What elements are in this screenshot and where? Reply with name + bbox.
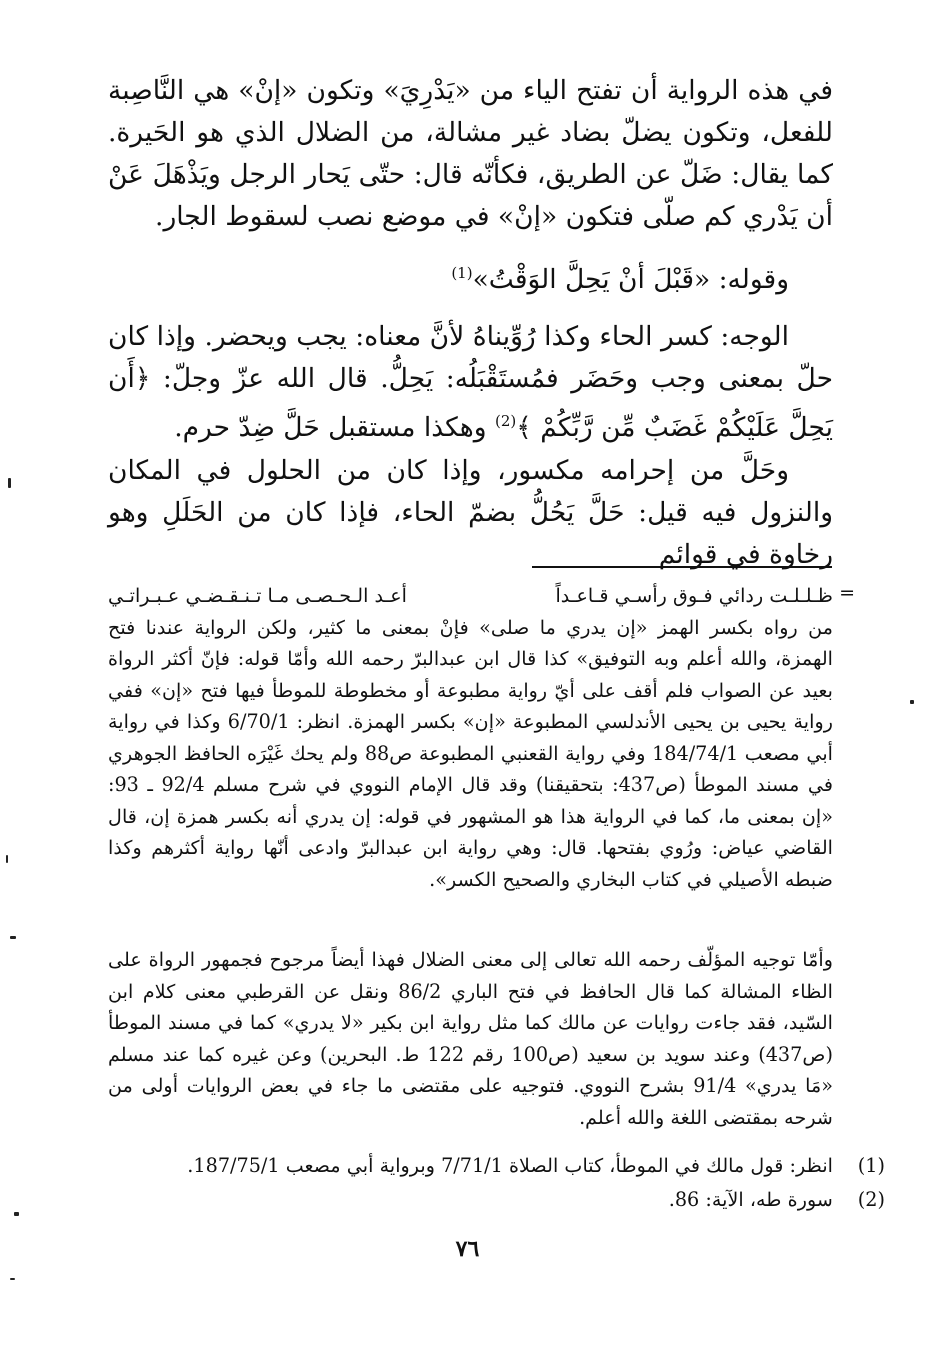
scan-speck (10, 936, 16, 939)
footnote-continuation (108, 580, 833, 895)
scan-speck (910, 700, 914, 704)
poem-verse (108, 580, 833, 612)
footnote-body: وأمّا توجيه المؤلّف رحمه الله تعالى إلى معنى الضلال فهذا أيضاً مرجوح فجمهور الرواة على الظاء المشالة كما قال الحافظ في فتح الباري 86/2 ونقل عن القرطبي معنى كلام ابن السّيد، فقد جاءت روايات عن مالك كما مثل رواية ابن بكير «لا يدري» كما في مسند الموطأ (ص437) وعند سويد بن سعيد (ص100 رقم 122 ط. البحرين) وعن غيره كما عند مسلم «مَا يدري» 91/4 بشرح النووي. فتوجيه على مقتضى ما جاء في بعض الروايات أولى من شرحه بمقتضى اللغة والله أعلم. (108, 948, 834, 1129)
footnote-ref: (2) (495, 412, 517, 430)
scan-speck (14, 1212, 19, 1216)
main-paragraph-4 (108, 450, 833, 576)
footnote-2 (108, 1184, 885, 1216)
footnote-1 (108, 1150, 885, 1182)
footnote-continuation-2 (108, 944, 833, 1133)
paragraph-text: الوجه: كسر الحاء وكذا رُوِّيناهُ لأنَّ معناه: يجب ويحضر. وإذا كان حلّ بمعنى وجب وحَضَر فمُستَقْبَلُه: يَحِلُّ. قال الله عزّ وجلّ: ﴿أَن يَحِلَّ عَلَيْكُمْ غَضَبٌ مِّن رَّبِّكُمْ ﴾ (108, 321, 833, 443)
footnote-number: (1) (857, 1154, 885, 1177)
footnote-ref: (1) (451, 264, 473, 282)
footnote-text: انظر: قول مالك في الموطأ، كتاب الصلاة 7/71/1 وبرواية أبي مصعب 187/75/1. (187, 1154, 833, 1177)
paragraph-text: وحَلَّ من إحرامه مكسور، وإذا كان من الحلول في المكان والنزول فيه قيل: حَلَّ يَحُلُّ بضمّ الحاء، فإذا كان من الحَلَلِ وهو رخاوة في قوائم (108, 455, 833, 570)
scan-speck (6, 855, 8, 863)
scan-speck (10, 1278, 15, 1280)
footnote-number: (2) (857, 1188, 885, 1211)
main-paragraph-3 (108, 316, 833, 449)
footnote-divider (532, 566, 832, 568)
paragraph-text: وهكذا مستقبل حَلَّ ضِدّ حرم. (174, 411, 495, 443)
footnote-body: من رواه بكسر الهمز «إن يدري ما صلى» فإنْ بمعنى ما كثير، ولكن الرواية عندنا فتح الهمزة، والله أعلم وبه التوفيق» كذا قال ابن عبدالبرّ رحمه الله وأمّا قوله: فإنّ أكثر الرواة بعيد عن الصواب فلم أقف على أيّ رواية مطبوعة أو مخطوطة للموطأ فيها فتح «إن» ففي رواية يحيى بن يحيى الأندلسي المطبوعة «إن» بكسر الهمزة. انظر: 6/70/1 وكذا في رواية أبي مصعب 184/74/1 وفي رواية القعنبي المطبوعة ص88 ولم يحك غَيْرَه الحافظ الجوهري في مسند الموطأ (ص437: بتحقيقنا) وقد قال الإمام النووي في شرح مسلم 92/4 ـ 93: «إن بمعنى ما، كما في الرواية هذا هو المشهور في قوله: إن يدري أنه بكسر همزة إن، قال القاضي عياض: ورُوي بفتحها. قال: وهي رواية ابن عبدالبرّ وادعى أنّها رواية أكثرهم وكذا ضبطه الأصيلي في كتاب البخاري والصحيح الكسر». (108, 615, 833, 891)
paragraph-text: في هذه الرواية أن تفتح الياء من «يَدْرِيَ» وتكون «إنْ» هي النَّاصِبة للفعل، وتكون يضلّ بضاد غير مشالة، من الضلال الذي هو الحَيرة. كما يقال: ضَلّ عن الطريق، فكأنّه قال: حتّى يَحار الرجل ويَذْهَلَ عَنْ أن يَدْري كم صلّى فتكون «إنْ» في موضع نصب لسقوط الجار. (108, 75, 833, 232)
page-number: ٧٦ (455, 1236, 480, 1262)
main-paragraph-2 (108, 252, 833, 301)
footnote-text: سورة طه، الآية: 86. (668, 1188, 833, 1211)
main-paragraph-1 (108, 70, 833, 238)
continuation-marker: = (839, 582, 855, 604)
verse-hemistich-second: أعـد الـحـصـى مـا تـنـقـضـي عـبـراتـي (108, 584, 407, 607)
verse-hemistich-first: ظـلـلـت ردائي فـوق رأسـي قـاعـداً (555, 584, 833, 607)
paragraph-text: وقوله: «قَبْلَ أنْ يَحِلَّ الوَقْتُ» (472, 263, 789, 295)
scan-speck (8, 478, 11, 488)
